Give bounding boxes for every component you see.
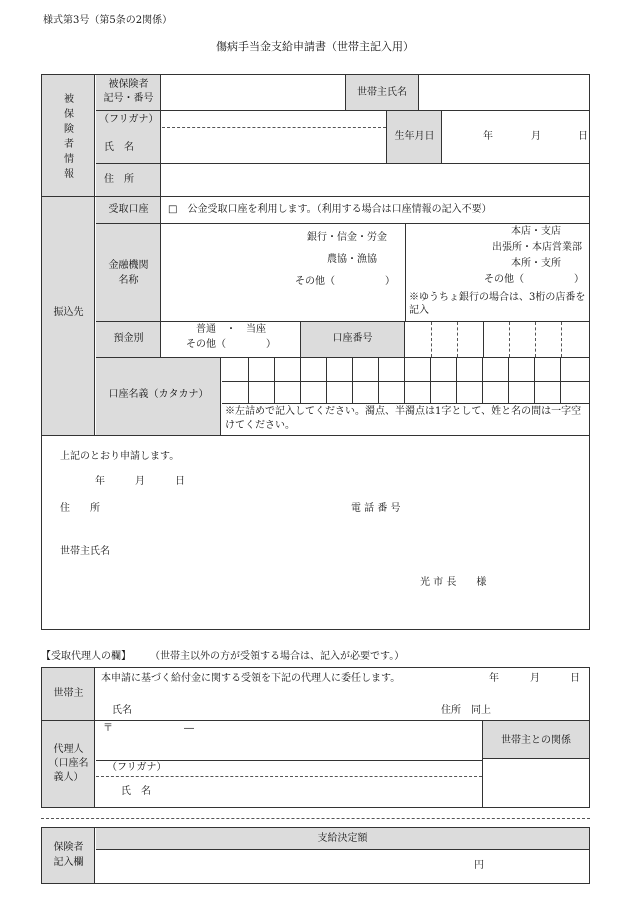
agent-name-label: 氏 名 [121, 786, 151, 797]
addressee: 光 市 長 様 [420, 577, 487, 588]
branch-types-1: 本店・支店 [511, 226, 561, 237]
delegation-text: 本申請に基づく給付金に関する受領を下記の代理人に委任します。 [101, 673, 401, 684]
application-date[interactable]: 年 月 日 [95, 476, 185, 487]
address-label: 住 所 [104, 174, 134, 185]
agent-furigana-label: （フリガナ） [107, 762, 167, 773]
name-field[interactable] [162, 128, 386, 163]
deposit-options-1[interactable]: 普通 ・ 当座 [196, 324, 266, 335]
agent-name-field[interactable] [96, 777, 481, 807]
page-title: 傷病手当金支給申請書（世帯主記入用） [216, 40, 414, 53]
amount-field[interactable] [96, 851, 589, 883]
yen-label: 円 [474, 860, 484, 871]
account-holder-label: 口座名義（カタカナ） [108, 389, 209, 400]
branch-types-4: その他（ ） [484, 274, 584, 285]
kana-note: ※左詰めで記入してください。濁点、半濁点は1字として、姓と名の間は一字空けてください。 [225, 406, 582, 431]
delegation-name-label: 氏名 [112, 705, 132, 716]
name-label: 氏 名 [104, 142, 134, 153]
birthdate-field[interactable] [443, 111, 589, 163]
agent-address-field[interactable] [96, 721, 481, 759]
deposit-type-label: 預金別 [113, 333, 144, 344]
insurer-label: 保険者 記入欄 [53, 842, 84, 868]
yucho-note: ※ゆうちょ銀行の場合は、3桁の店番を記入 [409, 292, 586, 316]
account-number-label: 口座番号 [332, 333, 373, 344]
application-householder-name-label: 世帯主氏名 [60, 546, 110, 557]
delegation-month-label: 月 [530, 673, 540, 684]
bank-types-3: その他（ ） [295, 276, 395, 287]
relationship-label: 世帯主との関係 [501, 735, 571, 746]
public-account-checkbox[interactable]: □ 公金受取口座を利用します。（利用する場合は口座情報の記入不要） [168, 204, 492, 215]
receive-account-label: 受取口座 [108, 204, 149, 215]
postal-dash: ― [184, 723, 194, 734]
agent-label: 代理人 （口座名 義人） [48, 744, 89, 783]
bank-types-2: 農協・漁協 [327, 254, 377, 265]
branch-types-2: 出張所・本店営業部 [492, 242, 582, 253]
householder-name-label: 世帯主氏名 [357, 87, 407, 98]
delegation-day-label: 日 [570, 673, 580, 684]
phone-label: 電 話 番 号 [351, 503, 401, 514]
birth-month-label: 月 [531, 131, 541, 142]
branch-types-3: 本所・支所 [511, 258, 561, 269]
deposit-options-2[interactable]: その他（ ） [186, 339, 276, 350]
insurer-number-field[interactable] [162, 75, 345, 110]
delegation-year-label: 年 [489, 673, 499, 684]
form-number: 様式第3号（第5条の2関係） [43, 15, 173, 26]
bank-label: 金融機関 名称 [108, 260, 149, 286]
transfer-section-label: 振込先 [53, 307, 84, 318]
furigana-label: （フリガナ） [99, 114, 159, 125]
bank-types-1: 銀行・信金・労金 [307, 232, 387, 243]
address-field[interactable] [162, 164, 589, 196]
application-statement: 上記のとおり申請します。 [60, 451, 180, 462]
agent-section-header: 【受取代理人の欄】 [41, 651, 131, 662]
amount-label: 支給決定額 [317, 833, 368, 844]
relationship-field[interactable] [483, 760, 589, 807]
application-address-label: 住 所 [60, 503, 100, 514]
birth-day-label: 日 [578, 131, 588, 142]
agent-section-note: （世帯主以外の方が受領する場合は、記入が必要です。） [150, 651, 405, 662]
delegation-address-label: 住所 同上 [441, 705, 491, 716]
section-divider [41, 818, 590, 819]
birthdate-label: 生年月日 [394, 131, 435, 142]
insured-section-label: 被 保 険 者 情 報 [64, 94, 74, 180]
birth-year-label: 年 [483, 131, 493, 142]
householder-name-field[interactable] [420, 75, 589, 110]
insurer-number-label: 被保険者 記号・番号 [103, 79, 154, 104]
postal-mark: 〒 [103, 723, 113, 734]
furigana-field[interactable] [162, 111, 386, 127]
agent-householder-label: 世帯主 [53, 688, 84, 699]
